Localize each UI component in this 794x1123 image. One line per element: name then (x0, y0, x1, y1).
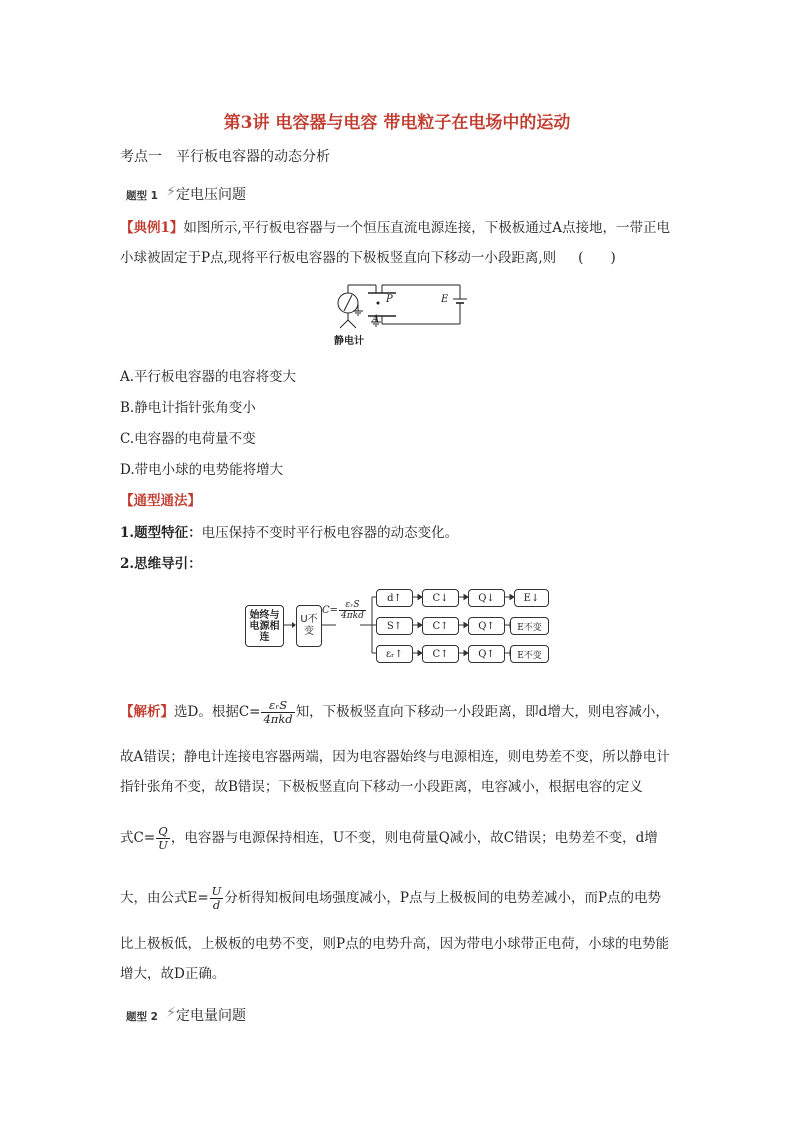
analysis-line-4: 大，由公式E= $\frac{U}{d}$ 分析得知板间电场强度减小，P点与上极板间的电势差减小，而P点的电势 (120, 884, 662, 912)
analysis-line-3: 式C= $\frac{Q}{U}$ ，电容器与电源保持相连，U不变，则电荷量Q减小，故C错误；电势差不变，d增 (120, 824, 658, 852)
type2-label: 定电量问题 (175, 1008, 246, 1024)
option-c: C.电容器的电荷量不变 (120, 431, 256, 447)
flow-r1-c3: Q↓ (468, 589, 505, 607)
example-text: 如图所示,平行板电容器与一个恒压直流电源连接，下极板通过A点接地，一带正电小球被固定于P点,现将平行板电容器的下极板竖直向下移动一小段距离,则 (120, 220, 670, 266)
analysis-line-5: 比上极板低，上极板的电势不变，则P点的电势升高，因为带电小球带正电荷，小球的电势能增大，故D正确。 (120, 936, 670, 982)
section-heading: 考点一 平行板电容器的动态分析 (120, 149, 330, 165)
flow-formula: C= $\frac{\text{εᵣS}}{\text{4πkd}}$ (322, 600, 364, 621)
flow-start-box: 始终与电源相连 (245, 605, 284, 647)
type2-heading (126, 1005, 246, 1025)
flow-r1-c2: C↓ (422, 589, 459, 607)
type1-tag: 题型 1 ⚡ (126, 184, 176, 202)
flow-r2-c4: E不变 (510, 617, 549, 635)
type1-label: 定电压问题 (175, 187, 246, 203)
p-label: P (386, 294, 393, 305)
analysis-line-1: 【解析】选D。根据C= $\frac{\text{εᵣS}}{\text{4πkd}}$ 知，下极板竖直向下移动一小段距离，即d增大，则电容减小， (120, 698, 669, 726)
flow-u-box: U不变 (296, 605, 322, 647)
example-paragraph (120, 213, 680, 273)
e-label: E (441, 294, 449, 305)
feature-text: 电压保持不变时平行板电容器的动态变化。 (201, 525, 459, 541)
feature-label: 1.题型特征： (120, 525, 202, 541)
a-label: A (372, 314, 380, 325)
feature-line (120, 521, 458, 541)
electrometer-caption: 静电计 (334, 336, 364, 347)
flow-r3-c4: E不变 (510, 645, 549, 663)
type1-heading (126, 184, 246, 204)
flow-r1-c1: d↑ (376, 589, 413, 607)
flow-r2-c3: Q↑ (468, 617, 505, 635)
analysis-line-2: 故A错误；静电计连接电容器两端，因为电容器始终与电源相连，则电势差不变，所以静电计指针张角不变，故B错误；下极板竖直向下移动一小段距离，电容减小，根据电容的定义 (120, 749, 670, 795)
example-label: 【典例1】 (120, 220, 184, 236)
page-title: 第3讲 电容器与电容 带电粒子在电场中的运动 (223, 113, 571, 133)
lightning-icon: ⚡ (166, 184, 176, 200)
option-d: D.带电小球的电势能将增大 (120, 462, 284, 478)
method-label: 【通型通法】 (120, 493, 201, 509)
flow-r3-c2: C↑ (422, 645, 459, 663)
flow-r3-c3: Q↑ (468, 645, 505, 663)
analysis-label: 【解析】 (120, 704, 174, 720)
flow-r3-c1: εᵣ↑ (376, 645, 413, 663)
answer-bracket: ( ) (578, 250, 616, 266)
lightning-icon: ⚡ (166, 1005, 176, 1021)
flow-r2-c1: S↑ (376, 617, 413, 635)
option-a: A.平行板电容器的电容将变大 (120, 369, 297, 385)
flow-r2-c2: C↑ (422, 617, 459, 635)
flow-r1-c4: E↓ (514, 589, 549, 607)
type2-tag: 题型 2 ⚡ (126, 1005, 176, 1023)
guide-label: 2.思维导引： (120, 556, 202, 572)
option-b: B.静电计指针张角变小 (120, 400, 256, 416)
